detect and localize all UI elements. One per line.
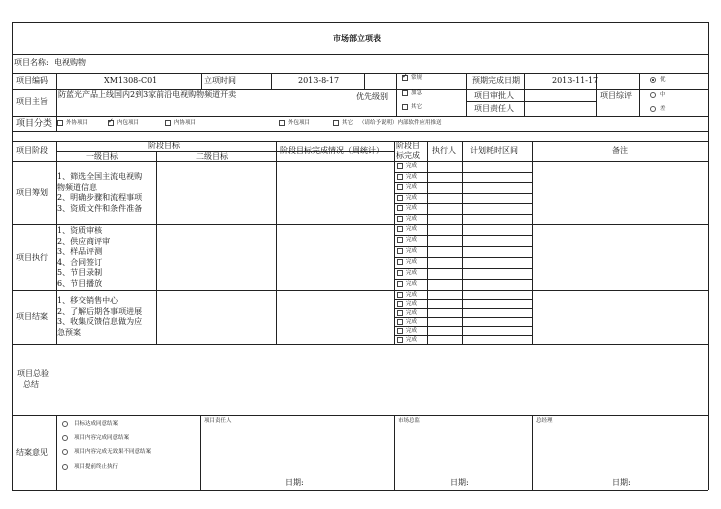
goal-done-label: 完成 bbox=[406, 337, 418, 343]
goal-done-label: 完成 bbox=[406, 216, 418, 222]
goal-done-checkbox[interactable] bbox=[397, 248, 403, 254]
goal-done-label: 完成 bbox=[406, 195, 418, 201]
goal-done-checkbox[interactable] bbox=[397, 184, 403, 190]
goal-done-label: 完成 bbox=[406, 259, 418, 265]
project-name-label: 项目名称: bbox=[14, 58, 49, 67]
closing-option-1-radio[interactable] bbox=[62, 421, 68, 427]
closing-market-director-label: 市场总监 bbox=[398, 418, 421, 424]
stage-header: 项目阶段 bbox=[16, 146, 48, 155]
executor-header: 执行人 bbox=[432, 146, 456, 155]
setup-date-label: 立项时间 bbox=[204, 76, 236, 85]
approver-label: 项目审批人 bbox=[474, 91, 514, 100]
goal-done-checkbox[interactable] bbox=[397, 163, 403, 169]
priority-urgent-label: 加急 bbox=[411, 90, 423, 96]
category-other-label: 其它 bbox=[342, 120, 354, 126]
goal-done-header-line2: 标完成 bbox=[396, 151, 420, 160]
page-title: 市场部立项表 bbox=[333, 33, 381, 43]
closing-option-2-radio[interactable] bbox=[62, 435, 68, 441]
closing-option-2-label: 项目内容完成同意结案 bbox=[74, 435, 130, 441]
closing-responsible-date[interactable]: 日期: bbox=[285, 478, 304, 487]
closing-general-manager-label: 总经理 bbox=[536, 418, 553, 424]
goal-done-checkbox[interactable] bbox=[397, 310, 403, 316]
goal-done-checkbox[interactable] bbox=[397, 237, 403, 243]
goal-done-label: 完成 bbox=[406, 163, 418, 169]
priority-label: 优先级别 bbox=[356, 92, 388, 101]
due-date-value[interactable]: 2013-11-17 bbox=[552, 76, 599, 85]
review-poor-label: 差 bbox=[660, 106, 666, 112]
closing-responsible-label: 项目责任人 bbox=[204, 418, 232, 424]
project-name-value[interactable]: 电视购物 bbox=[54, 58, 86, 67]
goal-done-checkbox[interactable] bbox=[397, 270, 403, 276]
goal-done-checkbox[interactable] bbox=[397, 301, 403, 307]
goal-done-label: 完成 bbox=[406, 270, 418, 276]
due-date-label: 预期完成日期 bbox=[472, 76, 520, 85]
goal-done-checkbox[interactable] bbox=[397, 292, 403, 298]
category-other-note: （请给予说明）内部软件应用推送 bbox=[359, 120, 442, 126]
closing-option-3-radio[interactable] bbox=[62, 449, 68, 455]
closing-market-director-date[interactable]: 日期: bbox=[450, 478, 469, 487]
review-label: 项目综评 bbox=[600, 91, 632, 100]
goal-done-checkbox[interactable] bbox=[397, 205, 403, 211]
goal-done-checkbox[interactable] bbox=[397, 281, 403, 287]
setup-date-value[interactable]: 2013-8-17 bbox=[298, 76, 340, 85]
remarks-header: 备注 bbox=[612, 146, 628, 155]
stage-planning-label: 项目筹划 bbox=[16, 188, 48, 197]
responsible-label: 项目责任人 bbox=[474, 104, 514, 113]
stage-execution-goals: 1、资质审核 2、供应商评审 3、样品评测 4、合同签订 5、节目录制 6、节目播放 bbox=[57, 226, 111, 288]
summary-label-line2: 总结 bbox=[23, 380, 39, 389]
project-code-label: 项目编码 bbox=[16, 76, 48, 85]
closing-option-4-radio[interactable] bbox=[62, 464, 68, 470]
priority-normal-checkbox[interactable] bbox=[402, 75, 408, 81]
stage-execution-label: 项目执行 bbox=[16, 253, 48, 262]
closing-general-manager-date[interactable]: 日期: bbox=[612, 478, 631, 487]
goal-done-label: 完成 bbox=[406, 328, 418, 334]
review-medium-radio[interactable] bbox=[650, 92, 656, 98]
level2-goal-header: 二级目标 bbox=[196, 152, 228, 161]
stage-goal-header: 阶段目标 bbox=[148, 141, 180, 150]
review-medium-label: 中 bbox=[660, 92, 666, 98]
category-outsourced-assist-label: 外协项目 bbox=[66, 120, 89, 126]
goal-done-label: 完成 bbox=[406, 319, 418, 325]
completion-header: 阶段目标完成情况（周统计） bbox=[280, 146, 384, 155]
priority-urgent-checkbox[interactable] bbox=[402, 90, 408, 96]
stage-closing-goals: 1、移交销售中心 2、了解后期各事项进展 3、收集反馈信息做为应 急预案 bbox=[57, 296, 143, 337]
goal-done-label: 完成 bbox=[406, 301, 418, 307]
category-outsourced-package-checkbox[interactable] bbox=[279, 120, 285, 126]
priority-other-label: 其它 bbox=[411, 104, 423, 110]
project-owner-value[interactable]: 防蓝光产品上线国内2到3家前沿电视购物频道开卖 bbox=[58, 90, 237, 99]
closing-option-3-label: 项目内容完成无效果不同意结案 bbox=[74, 449, 152, 455]
stage-closing-label: 项目结案 bbox=[16, 312, 48, 321]
category-label: 项目分类 bbox=[16, 119, 53, 129]
goal-done-header-line1: 阶段目 bbox=[396, 141, 420, 150]
stage-planning-goals: 1、筛选全国主流电视购 物频道信息 2、明确步骤和流程事项 3、资质文件和条件准备 bbox=[57, 172, 143, 213]
project-owner-label: 项目主旨 bbox=[16, 97, 48, 106]
review-poor-radio[interactable] bbox=[650, 106, 656, 112]
goal-done-checkbox[interactable] bbox=[397, 216, 403, 222]
goal-done-checkbox[interactable] bbox=[397, 226, 403, 232]
category-other-checkbox[interactable] bbox=[333, 120, 339, 126]
goal-done-label: 完成 bbox=[406, 174, 418, 180]
goal-done-label: 完成 bbox=[406, 237, 418, 243]
category-internal-assist-checkbox[interactable] bbox=[165, 120, 171, 126]
category-outsourced-package-label: 外包项目 bbox=[288, 120, 311, 126]
project-code-value[interactable]: XM1308-C01 bbox=[104, 76, 158, 85]
goal-done-checkbox[interactable] bbox=[397, 328, 403, 334]
category-internal-assist-label: 内协项目 bbox=[174, 120, 197, 126]
category-outsourced-assist-checkbox[interactable] bbox=[57, 120, 63, 126]
category-internal-package-label: 内包项目 bbox=[117, 120, 140, 126]
goal-done-checkbox[interactable] bbox=[397, 337, 403, 343]
goal-done-label: 完成 bbox=[406, 281, 418, 287]
goal-done-label: 完成 bbox=[406, 310, 418, 316]
goal-done-checkbox[interactable] bbox=[397, 174, 403, 180]
priority-other-checkbox[interactable] bbox=[402, 104, 408, 110]
review-excellent-radio[interactable] bbox=[650, 77, 656, 83]
goal-done-label: 完成 bbox=[406, 248, 418, 254]
goal-done-checkbox[interactable] bbox=[397, 319, 403, 325]
closing-option-1-label: 目标达成同意结案 bbox=[74, 421, 119, 427]
priority-normal-label: 常规 bbox=[411, 75, 423, 81]
goal-done-label: 完成 bbox=[406, 292, 418, 298]
closing-label: 结案意见 bbox=[16, 448, 48, 457]
review-excellent-label: 优 bbox=[660, 77, 666, 83]
closing-option-4-label: 项目提前终止执行 bbox=[74, 464, 119, 470]
goal-done-label: 完成 bbox=[406, 184, 418, 190]
goal-done-label: 完成 bbox=[406, 226, 418, 232]
summary-label-line1: 项目总验 bbox=[17, 369, 49, 378]
category-internal-package-checkbox[interactable] bbox=[108, 120, 114, 126]
level1-goal-header: 一级目标 bbox=[86, 152, 118, 161]
time-span-header: 计划耗时区间 bbox=[470, 146, 518, 155]
goal-done-checkbox[interactable] bbox=[397, 259, 403, 265]
goal-done-checkbox[interactable] bbox=[397, 195, 403, 201]
goal-done-label: 完成 bbox=[406, 205, 418, 211]
